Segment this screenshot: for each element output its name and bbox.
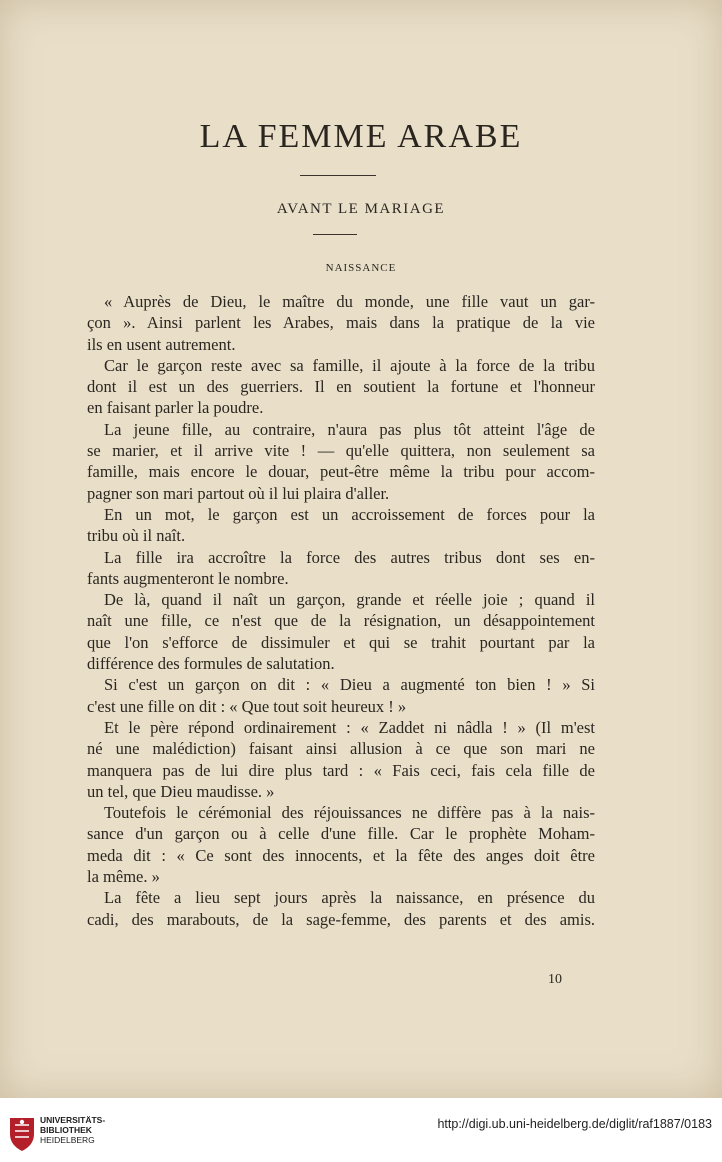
text-line: Car le garçon reste avec sa famille, il ajoute à la force de la tribu (104, 355, 595, 375)
source-url-link[interactable]: http://digi.ub.uni-heidelberg.de/diglit/raf1887/0183 (437, 1117, 712, 1131)
chapter-subtitle: AVANT LE MARIAGE (276, 201, 446, 217)
text-line: La fille ira accroître la force des autres tribus dont ses en- (104, 547, 595, 567)
text-line: la même. » (87, 867, 160, 887)
library-name-line: BIBLIOTHEK (40, 1125, 92, 1135)
text-line: meda dit : « Ce sont des innocents, et la fête des anges doit être (87, 845, 595, 865)
text-line: Si c'est un garçon on dit : « Dieu a augmenté ton bien ! » Si (104, 675, 595, 695)
text-line: c'est une fille on dit : « Que tout soit heureux ! » (87, 696, 407, 716)
text-line: En un mot, le garçon est un accroissement de forces pour la (104, 504, 595, 524)
text-line: cadi, des marabouts, de la sage-femme, des parents et des amis. (87, 909, 595, 929)
library-name-line: UNIVERSITÄTS- (40, 1115, 106, 1125)
text-line: De là, quand il naît un garçon, grande et réelle joie ; quand il (104, 590, 595, 610)
footer-bar (0, 1098, 722, 1162)
title-divider (300, 175, 376, 176)
text-line: çon ». Ainsi parlent les Arabes, mais dans la pratique de la vie (87, 313, 595, 333)
page-title: LA FEMME ARABE (199, 118, 523, 155)
text-line: en faisant parler la poudre. (87, 398, 264, 418)
text-line: La jeune fille, au contraire, n'aura pas plus tôt atteint l'âge de (104, 419, 595, 439)
section-heading: NAISSANCE (325, 262, 397, 274)
page-number: 10 (548, 972, 562, 987)
text-line: Toutefois le cérémonial des réjouissances ne diffère pas à la nais- (104, 803, 595, 823)
text-line: dont il est un des guerriers. Il en soutient la fortune et l'honneur (87, 377, 595, 397)
text-line: manquera pas de lui dire plus tard : « Fais ceci, fais cela fille de (87, 760, 595, 780)
text-line: « Auprès de Dieu, le maître du monde, une fille vaut un gar- (104, 292, 595, 311)
text-line: sance d'un garçon ou à celle d'une fille. Car le prophète Moham- (87, 824, 595, 844)
body-text (87, 291, 595, 930)
text-line: différence des formules de salutation. (87, 654, 335, 674)
text-line: pagner son mari partout où il lui plaira d'aller. (87, 483, 390, 503)
subtitle-divider (313, 234, 357, 235)
text-line: naît une fille, ce n'est que de la résignation, un désappointement (87, 611, 595, 631)
text-line: né une malédiction) faisant ainsi allusion à ce que son mari ne (87, 739, 595, 759)
university-seal-icon (8, 1114, 36, 1152)
library-name-line: HEIDELBERG (40, 1135, 95, 1145)
text-line: un tel, que Dieu maudisse. » (87, 781, 275, 801)
text-line: ils en usent autrement. (87, 334, 236, 354)
text-line: fants augmenteront le nombre. (87, 568, 289, 588)
text-line: famille, mais encore le douar, peut-être même la tribu pour accom- (87, 462, 595, 482)
text-line: se marier, et il arrive vite ! — qu'elle quittera, non seulement sa (87, 441, 595, 461)
text-line: Et le père répond ordinairement : « Zaddet ni nâdla ! » (Il m'est (104, 717, 595, 737)
text-line: La fête a lieu sept jours après la naissance, en présence du (104, 888, 595, 908)
library-name (40, 1115, 105, 1145)
text-line: tribu où il naît. (87, 526, 186, 546)
text-line: que l'on s'efforce de dissimuler et qui se trahit pourtant par la (87, 632, 595, 652)
